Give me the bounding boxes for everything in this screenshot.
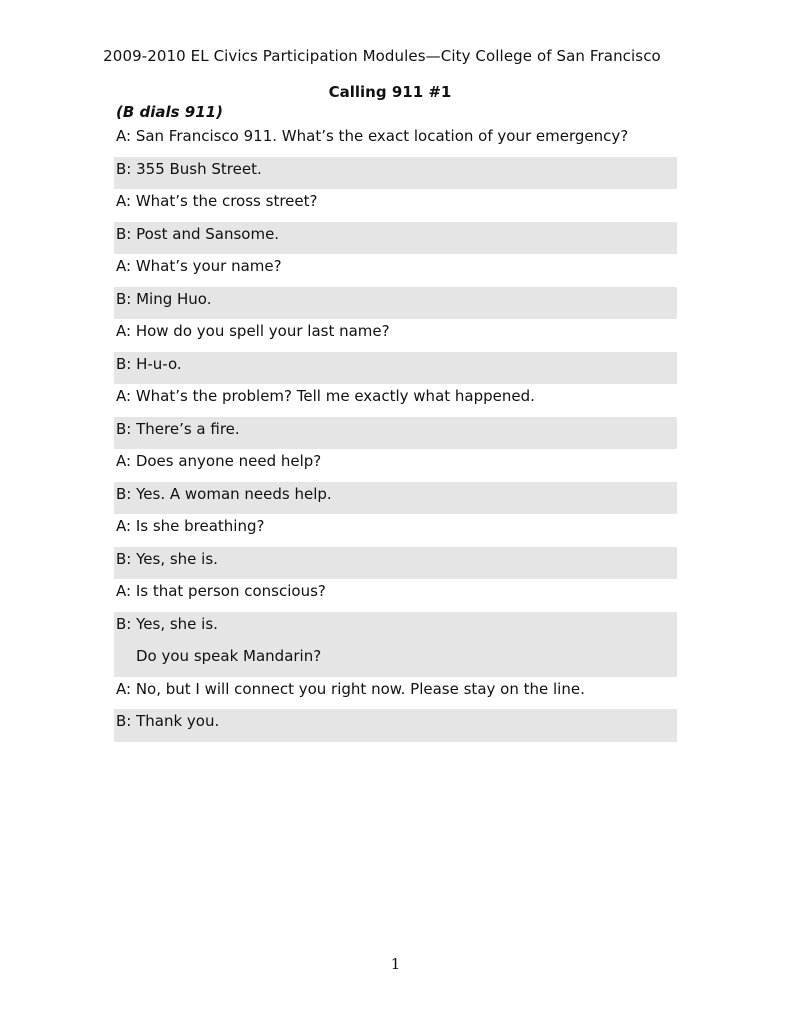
dialogue-line: B: There’s a fire.	[114, 417, 677, 450]
dialogue-line: B: H-u-o.	[114, 352, 677, 385]
dialogue-line-continuation: Do you speak Mandarin?	[136, 646, 322, 665]
dialogue-line: B: Thank you.	[114, 709, 677, 742]
dialogue	[114, 124, 677, 742]
page-number: 1	[390, 955, 401, 973]
dialogue-line: A: How do you spell your last name?	[116, 322, 390, 340]
dialogue-line: A: What’s your name?	[116, 257, 282, 275]
page-title: Calling 911 #1	[328, 83, 452, 101]
dialogue-line: A: San Francisco 911. What’s the exact location of your emergency?	[116, 127, 629, 145]
dialogue-line: B: 355 Bush Street.	[114, 157, 677, 190]
document-header: 2009-2010 EL Civics Participation Modules—City College of San Francisco	[103, 47, 661, 65]
dialogue-line: A: Does anyone need help?	[116, 452, 322, 470]
dialogue-line	[114, 612, 677, 677]
stage-direction: (B dials 911)	[116, 103, 223, 121]
dialogue-line: B: Yes. A woman needs help.	[114, 482, 677, 515]
dialogue-line: A: No, but I will connect you right now. Please stay on the line.	[116, 679, 585, 698]
dialogue-line: A: Is that person conscious?	[116, 582, 326, 600]
dialogue-line-text: B: Yes, she is.	[116, 614, 218, 633]
dialogue-line: A: Is she breathing?	[116, 517, 265, 535]
dialogue-line: A: What’s the problem? Tell me exactly what happened.	[116, 387, 535, 405]
dialogue-line: B: Post and Sansome.	[114, 222, 677, 255]
dialogue-line: B: Yes, she is.	[114, 547, 677, 580]
dialogue-line: A: What’s the cross street?	[116, 192, 318, 210]
dialogue-line: B: Ming Huo.	[114, 287, 677, 320]
